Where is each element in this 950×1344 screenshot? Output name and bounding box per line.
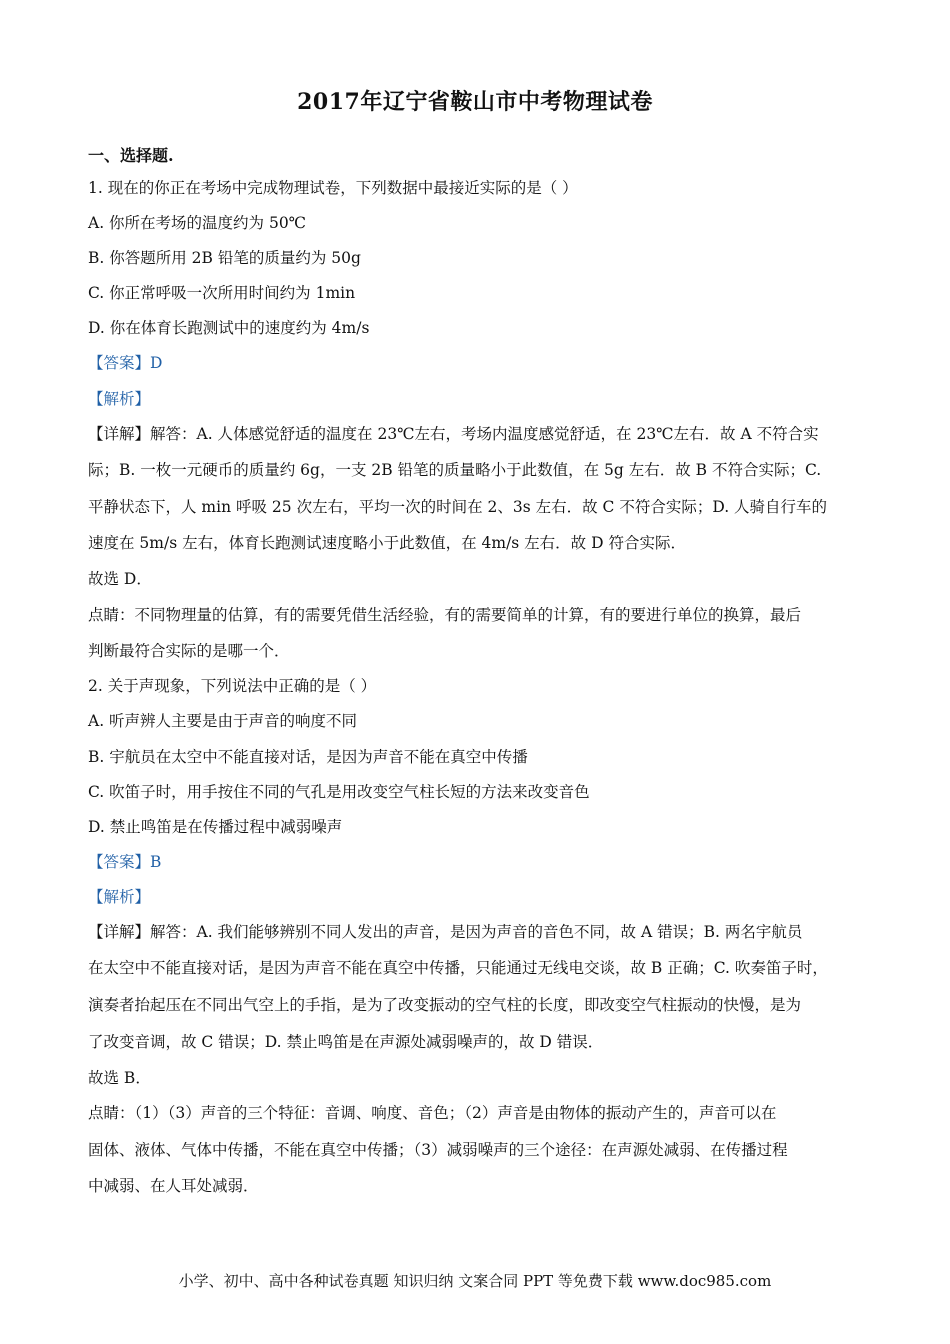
q1-explanation-line: 际；B. 一枚一元硬币的质量约 6g，一支 2B 铅笔的质量略小于此数值，在 5g 左右．故 B 不符合实际；C. — [88, 461, 822, 479]
q1-comment-line: 点睛：不同物理量的估算，有的需要凭借生活经验，有的需要简单的计算，有的要进行单位的换算，最后 — [88, 606, 802, 624]
q2-answer: 【答案】B — [88, 853, 162, 871]
q2-option-d: D. 禁止鸣笛是在传播过程中减弱噪声 — [88, 818, 343, 836]
q1-choice: 故选 D． — [88, 570, 152, 588]
q2-explanation-line: 【详解】解答：A. 我们能够辨别不同人发出的声音，是因为声音的音色不同，故 A 错误；B. 两名宇航员 — [88, 923, 803, 941]
q2-option-b: B. 宇航员在太空中不能直接对话，是因为声音不能在真空中传播 — [88, 748, 528, 766]
q2-explanation-line: 了改变音调，故 C 错误；D. 禁止鸣笛是在声源处减弱噪声的，故 D 错误． — [88, 1033, 604, 1051]
q1-option-c: C. 你正常呼吸一次所用时间约为 1min — [88, 284, 356, 302]
q2-comment-line: 点睛：（1）（3）声音的三个特征：音调、响度、音色；（2）声音是由物体的振动产生的，声音可以在 — [88, 1104, 777, 1122]
q1-explanation-line: 速度在 5m/s 左右，体育长跑测试速度略小于此数值，在 4m/s 左右．故 D 符合实际． — [88, 534, 686, 552]
q2-option-a: A. 听声辨人主要是由于声音的响度不同 — [88, 712, 358, 730]
q1-comment-line: 判断最符合实际的是哪一个． — [88, 642, 290, 660]
q1-answer: 【答案】D — [88, 354, 163, 372]
question-2-stem: 2. 关于声现象，下列说法中正确的是（ ） — [88, 677, 377, 695]
q2-explanation-line: 演奏者抬起压在不同出气空上的手指，是为了改变振动的空气柱的长度，即改变空气柱振动的快慢，是为 — [88, 996, 802, 1014]
q1-analysis-label: 【解析】 — [88, 390, 151, 408]
q2-choice: 故选 B． — [88, 1069, 151, 1087]
question-1-stem: 1. 现在的你正在考场中完成物理试卷，下列数据中最接近实际的是（ ） — [88, 179, 578, 197]
q2-option-c: C. 吹笛子时，用手按住不同的气孔是用改变空气柱长短的方法来改变音色 — [88, 783, 590, 801]
q2-explanation-line: 在太空中不能直接对话，是因为声音不能在真空中传播，只能通过无线电交谈，故 B 正确；C. 吹奏笛子时， — [88, 959, 828, 977]
q1-explanation-line: 【详解】解答：A. 人体感觉舒适的温度在 23℃左右，考场内温度感觉舒适，在 23℃左右．故 A 不符合实 — [88, 425, 819, 443]
section-heading: 一、选择题. — [88, 146, 174, 165]
page-footer: 小学、初中、高中各种试卷真题 知识归纳 文案合同 PPT 等免费下载 www.doc985.com — [178, 1272, 772, 1290]
q2-comment-line: 中减弱、在人耳处减弱． — [88, 1177, 259, 1195]
q1-explanation-line: 平静状态下，人 min 呼吸 25 次左右，平均一次的时间在 2、3s 左右．故 C 不符合实际；D. 人骑自行车的 — [88, 498, 828, 516]
q2-comment-line: 固体、液体、气体中传播，不能在真空中传播；（3）减弱噪声的三个途径：在声源处减弱、在传播过程 — [88, 1141, 788, 1159]
q2-analysis-label: 【解析】 — [88, 888, 151, 906]
document-title: 2017年辽宁省鞍山市中考物理试卷 — [297, 89, 653, 115]
q1-option-a: A. 你所在考场的温度约为 50℃ — [88, 214, 307, 232]
q1-option-d: D. 你在体育长跑测试中的速度约为 4m/s — [88, 319, 370, 337]
q1-option-b: B. 你答题所用 2B 铅笔的质量约为 50g — [88, 249, 361, 267]
